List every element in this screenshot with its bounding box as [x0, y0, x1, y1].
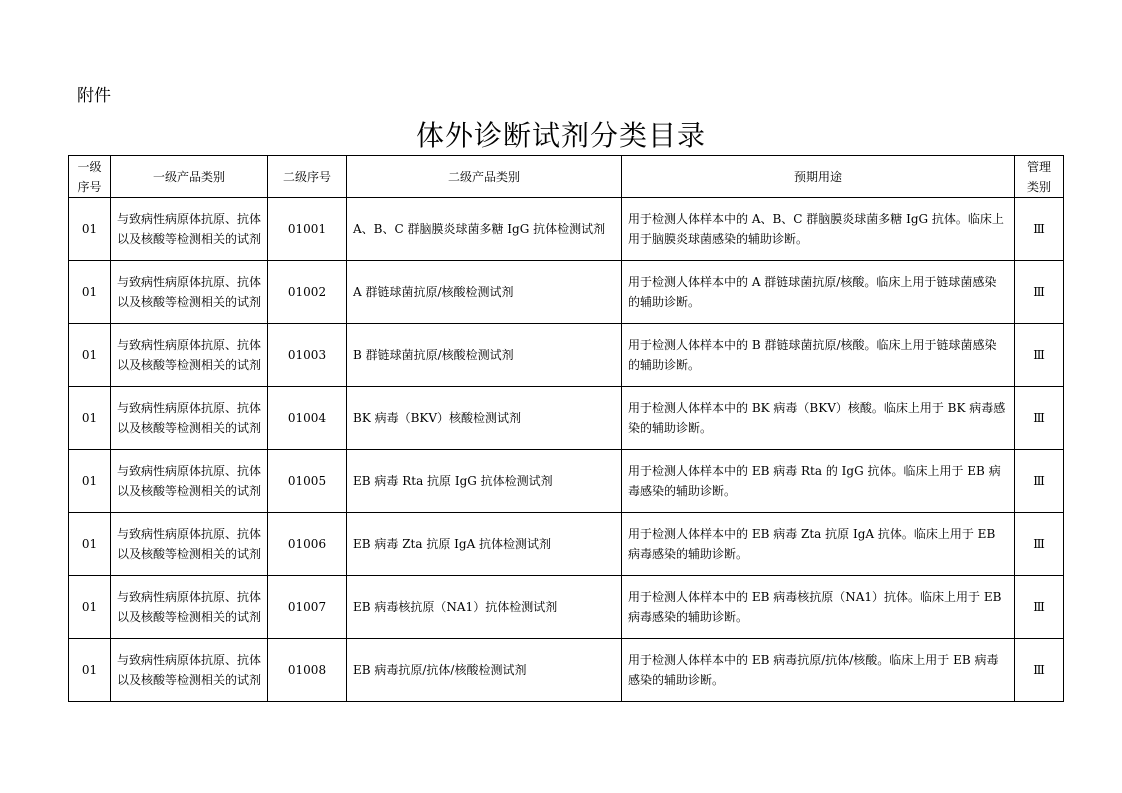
cell-management-class: Ⅲ	[1015, 450, 1064, 513]
cell-level2-seq: 01007	[268, 576, 347, 639]
table-row	[69, 639, 1064, 702]
cell-level2-seq: 01003	[268, 324, 347, 387]
cell-management-class: Ⅲ	[1015, 198, 1064, 261]
table-row	[69, 198, 1064, 261]
cell-level1-category: 与致病性病原体抗原、抗体以及核酸等检测相关的试剂	[111, 198, 268, 261]
cell-level2-seq: 01008	[268, 639, 347, 702]
table-header-row	[69, 156, 1064, 198]
cell-management-class: Ⅲ	[1015, 387, 1064, 450]
cell-management-class: Ⅲ	[1015, 639, 1064, 702]
cell-level2-category: A 群链球菌抗原/核酸检测试剂	[347, 261, 622, 324]
cell-level1-category: 与致病性病原体抗原、抗体以及核酸等检测相关的试剂	[111, 261, 268, 324]
header-level2-category: 二级产品类别	[347, 156, 622, 198]
cell-level2-category: EB 病毒核抗原（NA1）抗体检测试剂	[347, 576, 622, 639]
table-row	[69, 513, 1064, 576]
cell-management-class: Ⅲ	[1015, 576, 1064, 639]
cell-management-class: Ⅲ	[1015, 513, 1064, 576]
cell-level2-seq: 01002	[268, 261, 347, 324]
cell-intended-use: 用于检测人体样本中的 A、B、C 群脑膜炎球菌多糖 IgG 抗体。临床上用于脑膜炎球菌感染的辅助诊断。	[622, 198, 1015, 261]
cell-intended-use: 用于检测人体样本中的 EB 病毒抗原/抗体/核酸。临床上用于 EB 病毒感染的辅助诊断。	[622, 639, 1015, 702]
header-management-class	[1015, 156, 1064, 198]
cell-level1-seq: 01	[69, 324, 111, 387]
header-level1-seq	[69, 156, 111, 198]
cell-level1-seq: 01	[69, 261, 111, 324]
cell-level1-category: 与致病性病原体抗原、抗体以及核酸等检测相关的试剂	[111, 639, 268, 702]
cell-level1-seq: 01	[69, 450, 111, 513]
catalog-table	[68, 155, 1064, 702]
header-intended-use: 预期用途	[622, 156, 1015, 198]
header-level1-seq-label: 一级 序号	[77, 159, 102, 194]
cell-intended-use: 用于检测人体样本中的 A 群链球菌抗原/核酸。临床上用于链球菌感染的辅助诊断。	[622, 261, 1015, 324]
cell-level1-seq: 01	[69, 198, 111, 261]
cell-intended-use: 用于检测人体样本中的 EB 病毒 Rta 的 IgG 抗体。临床上用于 EB 病毒感染的辅助诊断。	[622, 450, 1015, 513]
cell-level1-category: 与致病性病原体抗原、抗体以及核酸等检测相关的试剂	[111, 513, 268, 576]
cell-level1-category: 与致病性病原体抗原、抗体以及核酸等检测相关的试剂	[111, 450, 268, 513]
cell-level2-category: A、B、C 群脑膜炎球菌多糖 IgG 抗体检测试剂	[347, 198, 622, 261]
table-row	[69, 387, 1064, 450]
table-row	[69, 576, 1064, 639]
header-level2-seq: 二级序号	[268, 156, 347, 198]
header-level1-category: 一级产品类别	[111, 156, 268, 198]
cell-level1-category: 与致病性病原体抗原、抗体以及核酸等检测相关的试剂	[111, 576, 268, 639]
cell-level2-category: EB 病毒 Zta 抗原 IgA 抗体检测试剂	[347, 513, 622, 576]
page-title: 体外诊断试剂分类目录	[415, 119, 706, 152]
cell-level1-seq: 01	[69, 639, 111, 702]
header-management-class-label: 管理 类别	[1026, 159, 1051, 194]
cell-intended-use: 用于检测人体样本中的 B 群链球菌抗原/核酸。临床上用于链球菌感染的辅助诊断。	[622, 324, 1015, 387]
cell-level1-seq: 01	[69, 387, 111, 450]
cell-management-class: Ⅲ	[1015, 324, 1064, 387]
table-row	[69, 324, 1064, 387]
cell-level2-seq: 01005	[268, 450, 347, 513]
cell-intended-use: 用于检测人体样本中的 EB 病毒 Zta 抗原 IgA 抗体。临床上用于 EB 病毒感染的辅助诊断。	[622, 513, 1015, 576]
cell-level1-seq: 01	[69, 513, 111, 576]
table-row	[69, 450, 1064, 513]
cell-level1-category: 与致病性病原体抗原、抗体以及核酸等检测相关的试剂	[111, 324, 268, 387]
cell-level2-seq: 01004	[268, 387, 347, 450]
cell-level2-category: B 群链球菌抗原/核酸检测试剂	[347, 324, 622, 387]
cell-intended-use: 用于检测人体样本中的 BK 病毒（BKV）核酸。临床上用于 BK 病毒感染的辅助诊断。	[622, 387, 1015, 450]
table-row	[69, 261, 1064, 324]
cell-intended-use: 用于检测人体样本中的 EB 病毒核抗原（NA1）抗体。临床上用于 EB 病毒感染的辅助诊断。	[622, 576, 1015, 639]
attachment-label: 附件	[77, 86, 111, 106]
cell-management-class: Ⅲ	[1015, 261, 1064, 324]
cell-level2-seq: 01006	[268, 513, 347, 576]
cell-level2-category: BK 病毒（BKV）核酸检测试剂	[347, 387, 622, 450]
cell-level1-seq: 01	[69, 576, 111, 639]
cell-level2-category: EB 病毒 Rta 抗原 IgG 抗体检测试剂	[347, 450, 622, 513]
cell-level1-category: 与致病性病原体抗原、抗体以及核酸等检测相关的试剂	[111, 387, 268, 450]
cell-level2-category: EB 病毒抗原/抗体/核酸检测试剂	[347, 639, 622, 702]
cell-level2-seq: 01001	[268, 198, 347, 261]
